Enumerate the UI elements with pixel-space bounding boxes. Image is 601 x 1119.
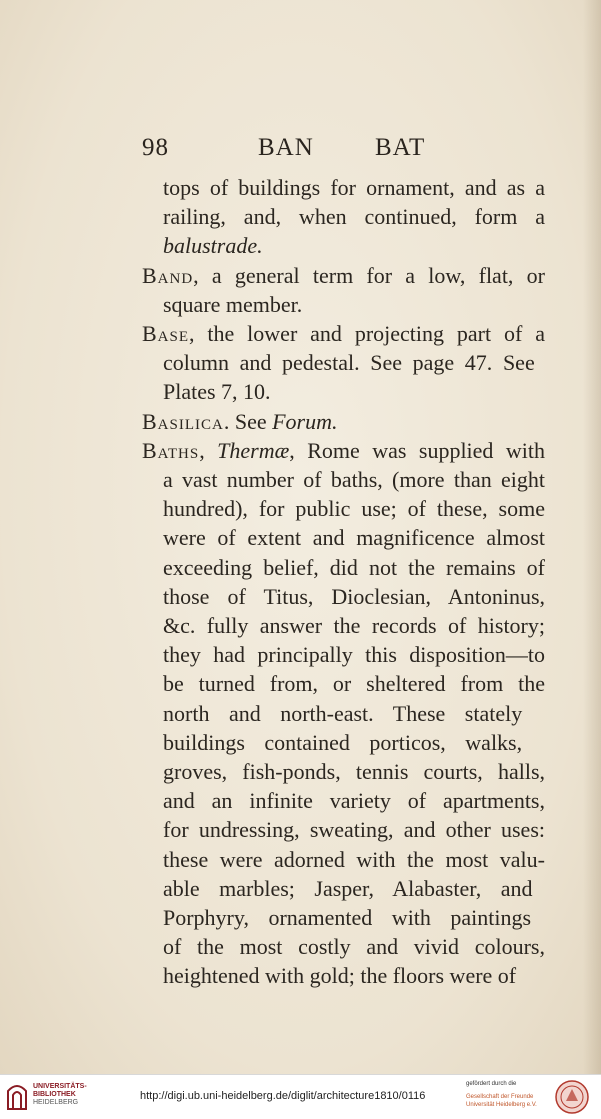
library-logo-icon	[6, 1081, 28, 1111]
sponsor-prefix: gefördert durch die	[466, 1081, 517, 1087]
permalink-url[interactable]: http://digi.ub.uni-heidelberg.de/diglit/architecture1810/0116	[140, 1090, 426, 1102]
university-seal-icon	[554, 1079, 590, 1115]
sponsor-name-line: Universität Heidelberg e.V.	[466, 1102, 537, 1108]
footer-bar	[0, 1074, 601, 1119]
entry-headword: Band	[142, 262, 194, 288]
entry-headword: Base	[142, 321, 190, 346]
text-line: and an infinite variety of apartments,	[163, 788, 545, 814]
text-line: hundred), for public use; of these, some	[163, 496, 545, 522]
page-number: 98	[142, 134, 169, 161]
library-name-line: BIBLIOTHEK	[33, 1091, 76, 1098]
text-line: balustrade.	[163, 233, 263, 259]
text-line: railing, and, when continued, form a	[163, 204, 545, 230]
text-line: north and north-east. These stately	[163, 700, 523, 726]
text-line: exceeding belief, did not the remains of	[163, 554, 545, 580]
guide-word-left: BAN	[258, 134, 314, 161]
sponsor-name-line: Gesellschaft der Freunde	[466, 1094, 534, 1100]
text-line: Base, the lower and projecting part of a	[142, 321, 545, 346]
guide-word-right: BAT	[375, 134, 426, 161]
text-line: were of extent and magnificence almost	[163, 525, 545, 551]
text-line: be turned from, or sheltered from the	[163, 671, 545, 697]
entry-headword: Basilica	[142, 408, 224, 434]
text-line: square member.	[163, 291, 303, 317]
sponsor-name	[466, 1093, 537, 1109]
text-line: Porphyry, ornamented with paintings	[163, 905, 532, 930]
text-line: column and pedestal. See page 47. See	[163, 350, 535, 376]
text-line: a vast number of baths, (more than eight	[163, 467, 545, 492]
library-name-line: UNIVERSITÄTS-	[33, 1083, 87, 1090]
text-line: &c. fully answer the records of history;	[163, 613, 545, 638]
text-line: of the most costly and vivid colours,	[163, 934, 545, 960]
text-line: buildings contained porticos, walks,	[163, 729, 523, 755]
text-line: they had principally this disposition—to	[163, 642, 545, 668]
text-line: heightened with gold; the floors were of	[163, 963, 517, 989]
text-line: for undressing, sweating, and other uses:	[163, 817, 545, 843]
text-line: Baths, Thermæ, Rome was supplied with	[142, 437, 545, 463]
library-name	[33, 1083, 87, 1107]
text-line: these were adorned with the most valu-	[163, 846, 545, 872]
running-header	[0, 134, 601, 174]
text-line: groves, fish-ponds, tennis courts, halls,	[163, 759, 545, 784]
text-line: those of Titus, Dioclesian, Antoninus,	[163, 583, 545, 609]
text-line: Plates 7, 10.	[163, 379, 271, 405]
text-line: able marbles; Jasper, Alabaster, and	[163, 875, 533, 901]
text-line: tops of buildings for ornament, and as a	[163, 175, 545, 200]
text-line: Basilica. See Forum.	[142, 408, 338, 434]
text-line: Band, a general term for a low, flat, or	[142, 262, 545, 288]
library-name-line: HEIDELBERG	[33, 1099, 79, 1106]
entry-headword: Baths	[142, 437, 200, 463]
